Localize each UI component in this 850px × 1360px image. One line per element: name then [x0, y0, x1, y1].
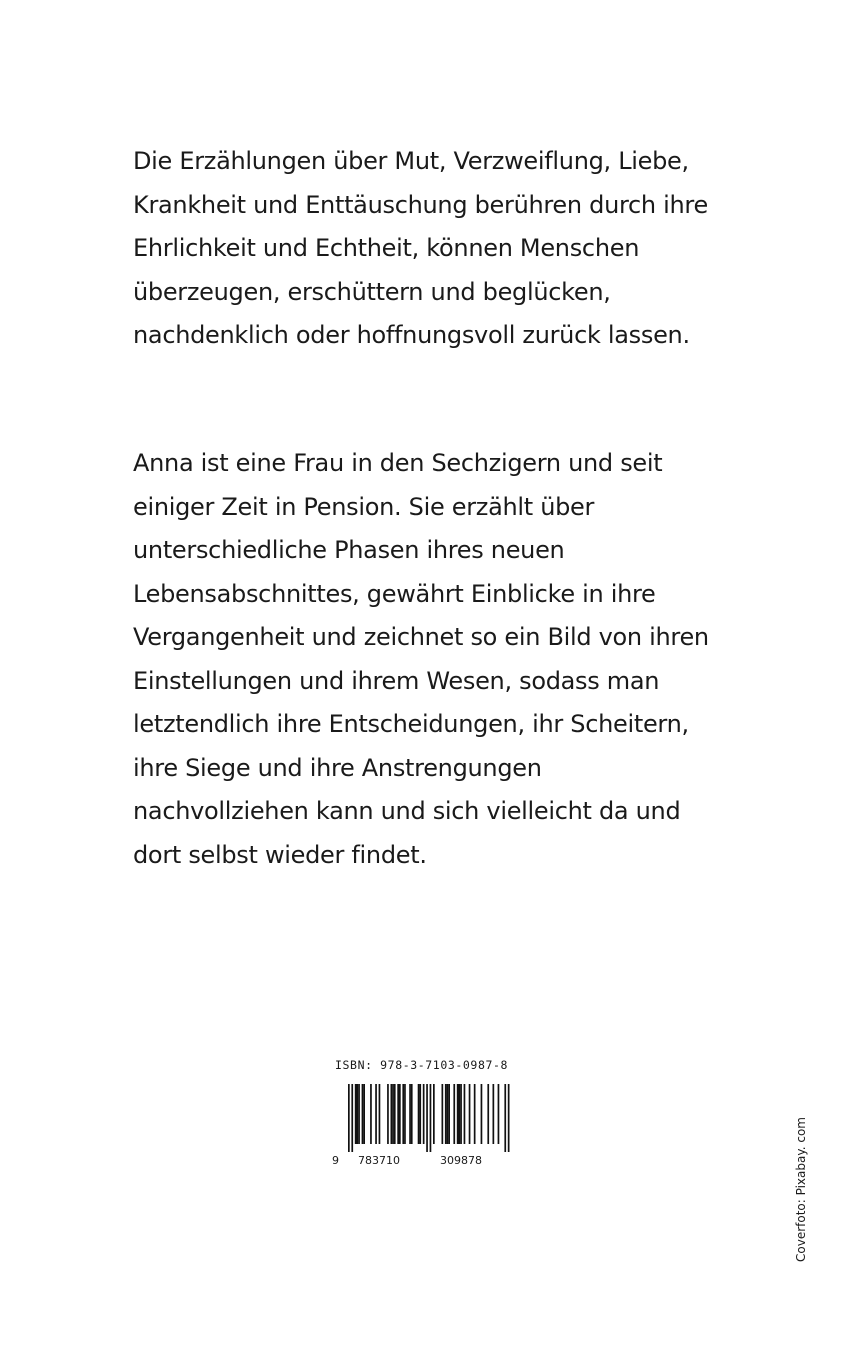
barcode-bar — [430, 1084, 432, 1152]
barcode-bar — [457, 1084, 459, 1144]
barcode-bar — [453, 1084, 455, 1144]
barcode-bar — [493, 1084, 495, 1144]
description-paragraph-2 — [133, 442, 733, 877]
barcode-bar — [348, 1084, 350, 1152]
paragraph-line: ihre Siege und ihre Anstrengungen — [133, 753, 542, 782]
barcode-bar — [459, 1084, 461, 1144]
paragraph-line: Die Erzählungen über Mut, Verzweiflung, Liebe, — [133, 147, 689, 175]
paragraph-line: Einstellungen und ihrem Wesen, sodass man — [133, 666, 660, 695]
barcode-bar — [445, 1084, 447, 1144]
paragraph-line: unterschiedliche Phasen ihres neuen — [133, 536, 565, 564]
paragraph-line: dort selbst wieder findet. — [133, 840, 427, 869]
barcode-bar — [370, 1084, 372, 1144]
barcode-bar — [419, 1084, 421, 1144]
barcode-bar — [363, 1084, 365, 1144]
barcode-digit-first: 9 — [332, 1154, 339, 1167]
barcode-bar — [423, 1084, 425, 1144]
barcode-bar — [487, 1084, 489, 1144]
barcode-bar — [375, 1084, 377, 1144]
barcode-bar — [362, 1084, 364, 1144]
barcode-bar — [448, 1084, 450, 1144]
barcode-bar — [402, 1084, 404, 1144]
paragraph-line: Ehrlichkeit und Echtheit, können Menschen — [133, 234, 640, 262]
barcode-bar — [397, 1084, 399, 1144]
barcode-digits-left: 783710 — [358, 1154, 400, 1167]
paragraph-line: Lebensabschnittes, gewährt Einblicke in ihre — [133, 579, 656, 608]
barcode-bar — [391, 1084, 393, 1144]
paragraph-line: Krankheit und Enttäuschung berühren durch ihre — [133, 190, 708, 219]
barcode-bar — [447, 1084, 449, 1144]
paragraph-line: überzeugen, erschüttern und beglücken, — [133, 277, 611, 306]
barcode-bar — [426, 1084, 428, 1152]
barcode-bar — [508, 1084, 510, 1152]
paragraph-line: einiger Zeit in Pension. Sie erzählt über — [133, 492, 595, 521]
barcode-bar — [433, 1084, 435, 1144]
barcode-bar — [351, 1084, 353, 1152]
barcode-bar — [460, 1084, 462, 1144]
barcode-bar — [379, 1084, 381, 1144]
barcode-bar — [387, 1084, 389, 1144]
barcode-bar — [498, 1084, 500, 1144]
barcode-bar — [469, 1084, 471, 1144]
paragraph-line: nachdenklich oder hoffnungsvoll zurück lassen. — [133, 321, 690, 349]
paragraph-line: Anna ist eine Frau in den Sechzigern und seit — [133, 449, 663, 477]
barcode-bar — [504, 1084, 506, 1152]
barcode-bar — [464, 1084, 466, 1144]
isbn-label: ISBN: 978-3-7103-0987-8 — [335, 1058, 509, 1072]
cover-photo-credit: Coverfoto: Pixabay. com — [794, 1117, 808, 1262]
barcode-bars — [348, 1084, 510, 1152]
barcode-bar — [394, 1084, 396, 1144]
barcode-bar — [409, 1084, 411, 1144]
barcode-digits-right: 309878 — [440, 1154, 482, 1167]
paragraph-line: letztendlich ihre Entscheidungen, ihr Scheitern, — [133, 710, 689, 738]
paragraph-line: nachvollziehen kann und sich vielleicht da und — [133, 797, 681, 825]
barcode-bar — [357, 1084, 359, 1144]
paragraph-line: Vergangenheit und zeichnet so ein Bild von ihren — [133, 623, 709, 651]
barcode-bar — [404, 1084, 406, 1144]
barcode-bar — [392, 1084, 394, 1144]
barcode-bar — [399, 1084, 401, 1144]
barcode-bar — [474, 1084, 476, 1144]
barcode-graphic — [330, 1084, 520, 1168]
barcode-bar — [442, 1084, 444, 1144]
barcode-bar — [481, 1084, 483, 1144]
barcode-bar — [355, 1084, 357, 1144]
description-paragraph-1 — [133, 140, 733, 358]
barcode-bar — [418, 1084, 420, 1144]
isbn-barcode — [330, 1058, 530, 1170]
barcode-bar — [411, 1084, 413, 1144]
barcode-bar — [358, 1084, 360, 1144]
